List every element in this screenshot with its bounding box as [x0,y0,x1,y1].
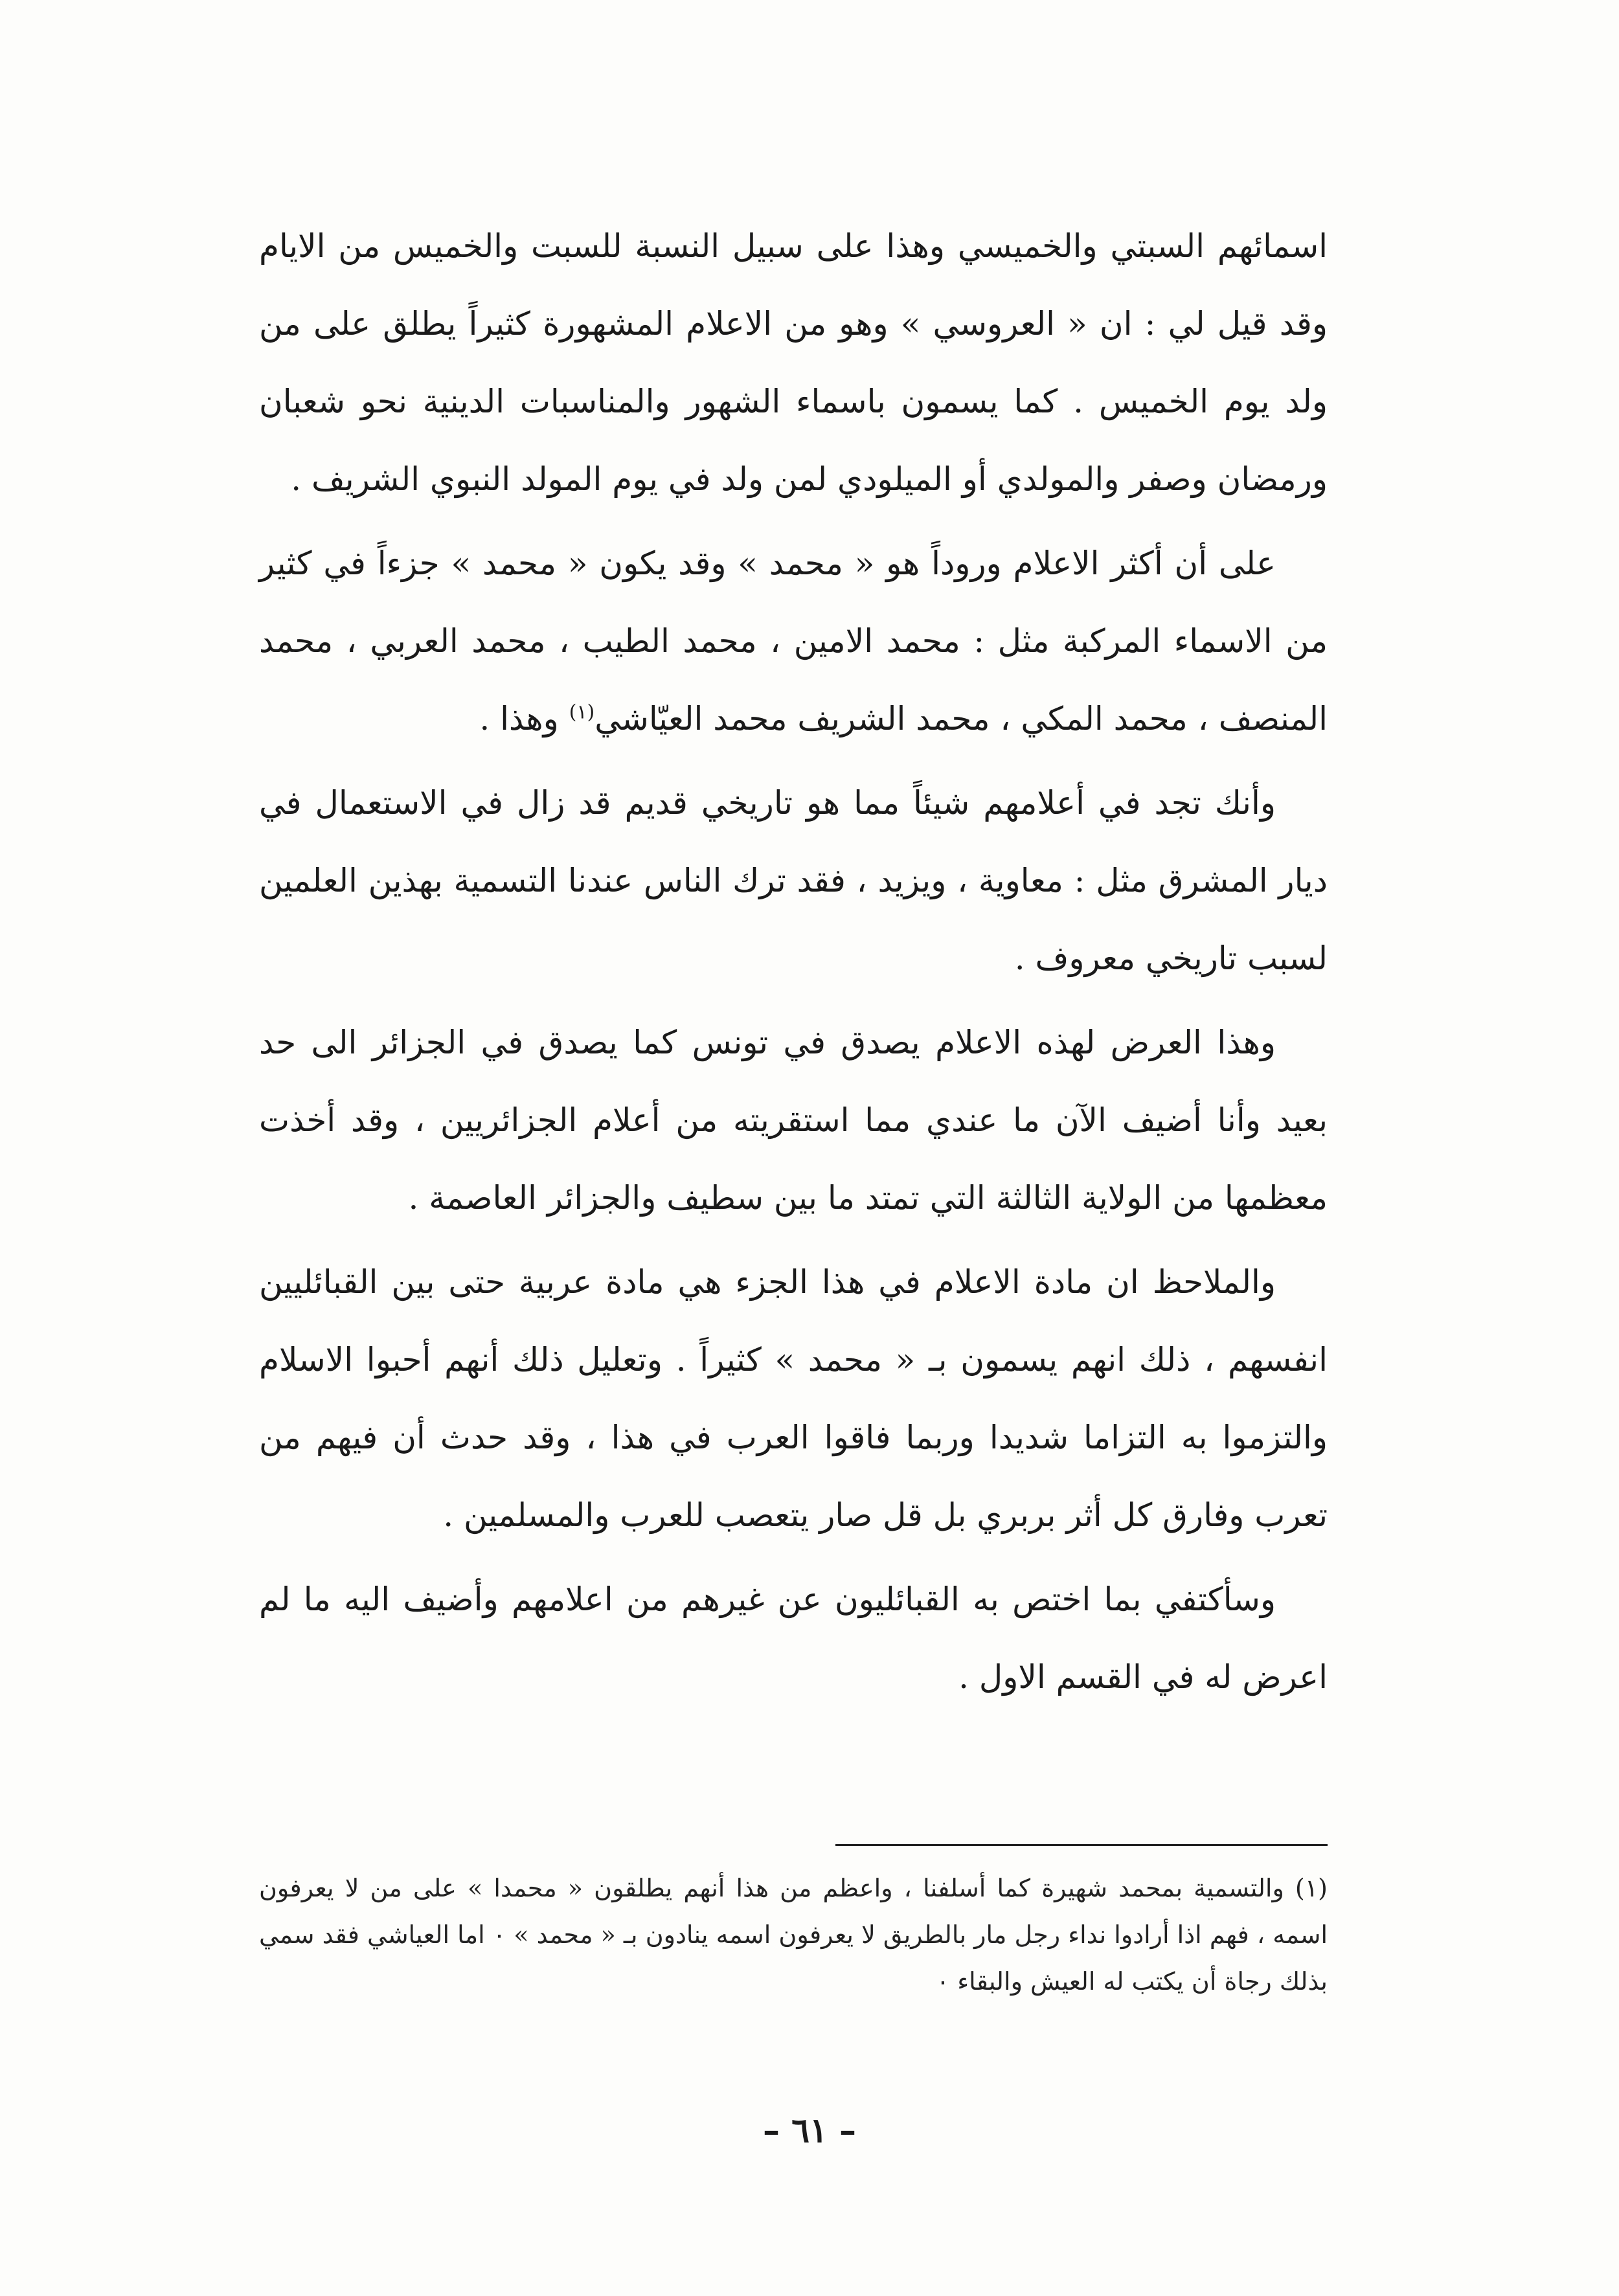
footnote [259,1865,1328,2005]
paragraph-6: وسأكتفي بما اختص به القبائليون عن غيرهم من اعلامهم وأضيف اليه ما لم اعرض له في القسم الاول . [259,1581,1328,1696]
footnote-text: (١) والتسمية بمحمد شهيرة كما أسلفنا ، واعظم من هذا أنهم يطلقون « محمدا » على من لا يعرفون اسمه ، فهم اذا أرادوا نداء رجل مار بالطريق لا يعرفون اسمه ينادون بـ « محمد » ٠ اما العياشي فقد سمي بذلك رجاة أن يكتب له العيش والبقاء ٠ [259,1874,1328,1996]
paragraph-2 [259,524,1328,758]
footnote-marker: (١) [569,701,595,724]
paragraph-3: وأنك تجد في أعلامهم شيئاً مما هو تاريخي قديم قد زال في الاستعمال في ديار المشرق مثل : معاوية ، ويزيد ، فقد ترك الناس عندنا التسمية بهذين العلمين لسبب تاريخي معروف . [259,784,1328,977]
paragraph-4: وهذا العرض لهذه الاعلام يصدق في تونس كما يصدق في الجزائر الى حد بعيد وأنا أضيف الآن ما عندي مما استقريته من أعلام الجزائريين ، وقد أخذت معظمها من الولاية الثالثة التي تمتد ما بين سطيف والجزائر العاصمة . [259,1024,1328,1217]
paragraph-5: والملاحظ ان مادة الاعلام في هذا الجزء هي مادة عربية حتى بين القبائليين انفسهم ، ذلك انهم يسمون بـ « محمد » كثيراً . وتعليل ذلك أنهم أحبوا الاسلام والتزموا به التزاما شديدا وربما فاقوا العرب في هذا ، وقد حدث أن فيهم من تعرب وفارق كل أثر بربري بل قل صار يتعصب للعرب والمسلمين . [259,1263,1328,1534]
main-text [259,207,1328,1722]
footnote-divider [835,1844,1328,1846]
paragraph-1: اسمائهم السبتي والخميسي وهذا على سبيل النسبة للسبت والخميس من الايام وقد قيل لي : ان « العروسي » وهو من الاعلام المشهورة كثيراً يطلق على من ولد يوم الخميس . كما يسمون باسماء الشهور والمناسبات الدينية نحو شعبان ورمضان وصفر والمولدي أو الميلودي لمن ولد في يوم المولد النبوي الشريف . [259,227,1328,498]
page-number: – ٦١ – [762,2111,857,2150]
paragraph-2-text: على أن أكثر الاعلام وروداً هو « محمد » وقد يكون « محمد » جزءاً في كثير من الاسماء المركبة مثل : محمد الامين ، محمد الطيب ، محمد العربي ، محمد المنصف ، محمد المكي ، محمد الشريف محمد العيّاشي [259,545,1328,737]
paragraph-2-tail: وهذا . [479,700,569,737]
